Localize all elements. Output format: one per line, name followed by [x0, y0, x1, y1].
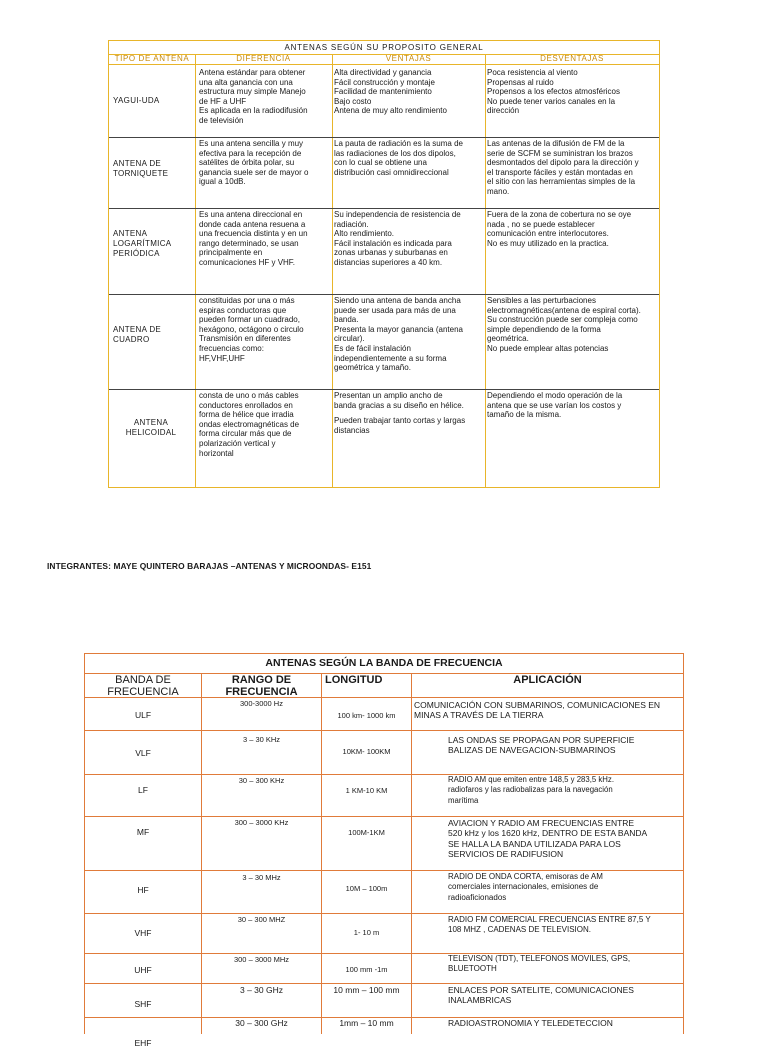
banda: MF — [136, 827, 150, 837]
antenna-name: ANTENA HELICOIDAL — [125, 418, 177, 437]
cell-diferencia: Es una antena direccional en donde cada antena resuena a una frecuencia distinta y en un rango determinado, se usan principalmente en comunicaciones HF y VHF. — [199, 210, 308, 267]
aplicacion: AVIACION Y RADIO AM FRECUENCIAS ENTRE 520 kHz y los 1620 kHz, DENTRO DE ESTA BANDA SE HALLA LA BANDA UTILIZADA PARA LOS SERVICIOS DE RADIFUSION — [448, 818, 648, 860]
table2-title: ANTENAS SEGÚN LA BANDA DE FRECUENCIA — [84, 653, 684, 674]
column-divider — [195, 54, 196, 487]
aplicacion: RADIOASTRONOMIA Y TELEDETECCION — [448, 1018, 613, 1028]
table-row — [84, 775, 684, 817]
integrantes-line: INTEGRANTES: MAYE QUINTERO BARAJAS –ANTENAS Y MICROONDAS- E151 — [47, 561, 372, 571]
header-aplicacion: APLICACIÓN — [411, 674, 683, 697]
longitud: 1mm – 10 mm — [339, 1018, 394, 1028]
rango: 3 – 30 GHz — [240, 985, 283, 995]
table2-header-row — [84, 674, 684, 698]
banda: UHF — [134, 965, 152, 975]
aplicacion: COMUNICACIÓN CON SUBMARINOS, COMUNICACIONES EN MINAS A TRAVÉS DE LA TIERRA — [414, 700, 661, 721]
antenna-name: ANTENA DE TORNIQUETE — [113, 159, 169, 178]
banda: SHF — [134, 999, 152, 1009]
rango: 300 – 3000 KHz — [234, 818, 289, 827]
cell-desventajas: Fuera de la zona de cobertura no se oye nada , no se puede establecer comunicación entre interlocutores. No es muy utilizado en la practica. — [487, 210, 632, 248]
aplicacion: RADIO AM que emiten entre 148,5 y 283,5 kHz. radiofaros y las radiobalizas para la navegación marítima — [448, 775, 614, 805]
table-row — [84, 984, 684, 1018]
cell-desventajas: Dependiendo el modo operación de la antena que se use varían los costos y tamaño de la misma. — [487, 391, 623, 420]
banda: EHF — [134, 1038, 152, 1048]
table-row — [84, 871, 684, 914]
rango: 300-3000 Hz — [240, 699, 283, 708]
cell-desventajas: Sensibles a las perturbaciones electromagnéticas(antena de espiral corta). Su construcción puede ser compleja como simple dependiendo de la forma geométrica. No puede emplear altas potencias — [487, 296, 641, 353]
table-banda-frecuencia — [84, 653, 684, 1048]
cell-diferencia: consta de uno o más cables conductores enrollados en forma de hélice que irradia ondas electromagnéticas de forma circular más que de polarización vertical y horizontal — [199, 391, 300, 458]
aplicacion: TELEVISON (TDT), TELEFONOS MOVILES, GPS, BLUETOOTH — [448, 954, 631, 974]
aplicacion: LAS ONDAS SE PROPAGAN POR SUPERFICIE BALIZAS DE NAVEGACION-SUBMARINOS — [448, 735, 635, 756]
table-row — [84, 1018, 684, 1048]
longitud: 1- 10 m — [353, 928, 380, 937]
rango: 3 – 30 MHz — [242, 873, 281, 882]
longitud: 10KM- 100KM — [342, 747, 391, 756]
table-row — [84, 731, 684, 775]
longitud: 100 km- 1000 km — [337, 711, 396, 720]
rango: 30 – 300 GHz — [235, 1018, 288, 1028]
table-row — [84, 914, 684, 954]
longitud: 1 KM-10 KM — [345, 786, 388, 795]
table1-title: ANTENAS SEGÚN SU PROPOSITO GENERAL — [109, 41, 659, 55]
header-banda: BANDA DE FRECUENCIA — [107, 674, 179, 698]
rango: 3 – 30 KHz — [242, 735, 281, 744]
banda: HF — [137, 885, 149, 895]
antenna-name: YAGUI-UDA — [113, 96, 160, 105]
cell-diferencia: constituidas por una o más espiras conductoras que pueden formar un cuadrado, hexágono, octágono o circulo Transmisión en diferentes frecuencias como: HF,VHF,UHF — [199, 296, 304, 363]
header-rango: RANGO DE FRECUENCIA — [201, 674, 321, 697]
rango: 300 – 3000 MHz — [233, 955, 290, 964]
antenna-name: ANTENA DE CUADRO — [113, 325, 162, 344]
cell-ventajas: Alta directividad y ganancia Fácil construcción y montaje Facilidad de mantenimiento Bajo costo Antena de muy alto rendimiento — [334, 68, 447, 116]
banda: VLF — [135, 748, 151, 758]
table-row — [84, 817, 684, 871]
table-row — [84, 954, 684, 984]
aplicacion: RADIO DE ONDA CORTA, emisoras de AM comerciales internacionales, emisiones de radioaficionados — [448, 872, 603, 902]
table-proposito-general — [108, 40, 660, 488]
cell-ventajas: Su independencia de resistencia de radiación. Alto rendimiento. Fácil instalación es indicada para zonas urbanas y suburbanas en distancias superiores a 40 km. — [334, 210, 461, 267]
column-divider — [485, 54, 486, 487]
header-longitud: LONGITUD — [321, 674, 411, 697]
row-divider — [109, 137, 659, 138]
aplicacion: RADIO FM COMERCIAL FRECUENCIAS ENTRE 87,5 Y 108 MHZ , CADENAS DE TELEVISION. — [448, 915, 651, 935]
header-ventajas: VENTAJAS — [332, 54, 485, 65]
aplicacion: ENLACES POR SATELITE, COMUNICACIONES INALAMBRICAS — [448, 985, 634, 1006]
banda: LF — [138, 785, 148, 795]
longitud: 10M – 100m — [345, 884, 388, 893]
banda: ULF — [134, 710, 152, 720]
table-row — [84, 698, 684, 731]
cell-desventajas: Poca resistencia al viento Propensas al ruido Propensos a los efectos atmosféricos No puede tener varios canales en la dirección — [487, 68, 620, 116]
rango: 30 – 300 MHZ — [237, 915, 286, 924]
cell-ventajas: Siendo una antena de banda ancha puede ser usada para más de una banda. Presenta la mayor ganancia (antena circular). Es de fácil instalación independientemente a su forma geométrica y tamaño. — [334, 296, 463, 373]
longitud: 100M-1KM — [348, 828, 385, 837]
header-diferencia: DIFERENCIA — [195, 54, 332, 65]
cell-diferencia: Antena estándar para obtener una alta ganancia con una estructura muy simple Manejo de HF a UHF Es aplicada en la radiodifusión de televisión — [199, 68, 308, 125]
row-divider — [109, 208, 659, 209]
longitud: 10 mm – 100 mm — [333, 985, 400, 995]
header-tipo-antena: TIPO DE ANTENA — [109, 54, 195, 65]
header-desventajas: DESVENTAJAS — [485, 54, 659, 65]
cell-diferencia: Es una antena sencilla y muy efectiva para la recepción de satélites de órbita polar, su ganancia suele ser de mayor o igual a 10dB. — [199, 139, 309, 187]
cell-desventajas: Las antenas de la difusión de FM de la serie de SCFM se suministran los brazos desmontados del dipolo para la dirección y el transporte fáciles y están montadas en el sitio con las herramientas simples de la mano. — [487, 139, 639, 196]
column-divider — [332, 54, 333, 487]
row-divider — [109, 389, 659, 390]
cell-ventajas: Presentan un amplio ancho de banda gracias a su diseño en hélice. Pueden trabajar tanto cortas y largas distancias — [334, 391, 466, 435]
rango: 30 – 300 KHz — [238, 776, 285, 785]
cell-ventajas: La pauta de radiación es la suma de las radiaciones de los dos dipolos, con lo cual se obtiene una distribución casi omnidireccional — [334, 139, 463, 177]
antenna-name: ANTENA LOGARÍTMICA PERIÓDICA — [113, 229, 172, 258]
banda: VHF — [134, 928, 152, 938]
row-divider — [109, 294, 659, 295]
longitud: 100 mm -1m — [345, 965, 388, 974]
